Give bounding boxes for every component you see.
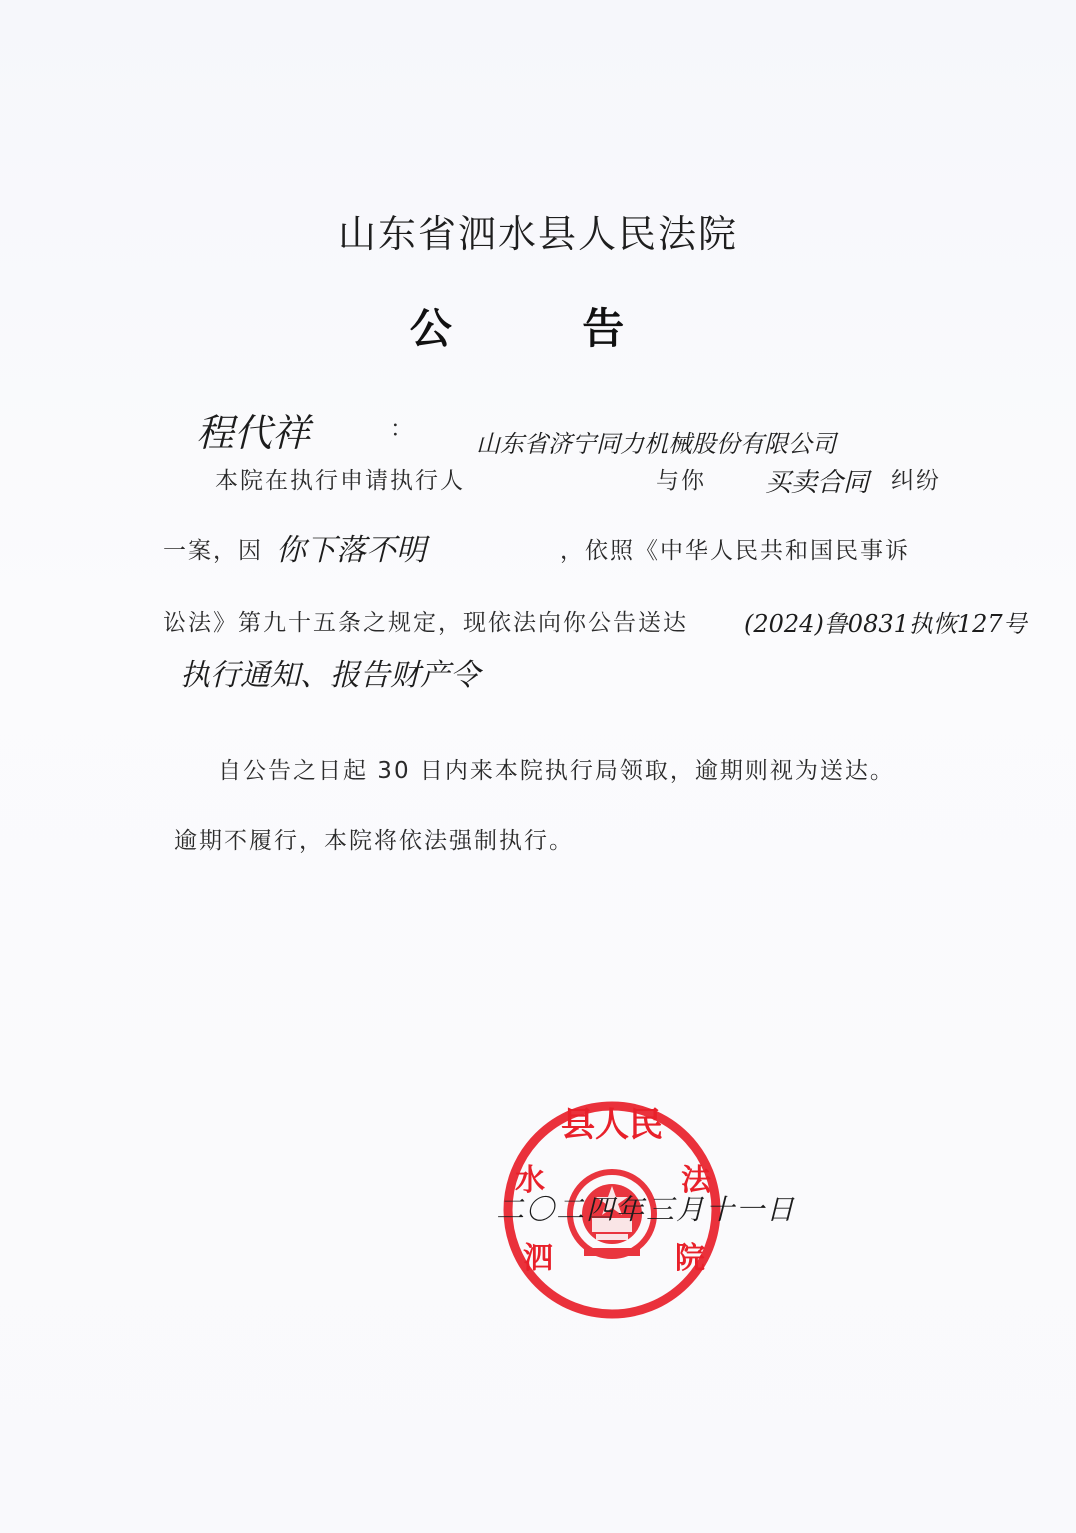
court-name: 山东省泗水县人民法院: [337, 212, 738, 256]
body-line3-prefix: 讼法》第九十五条之规定，现依法向你公告送达: [163, 610, 688, 636]
case-type: 买卖合同: [765, 468, 870, 498]
addressee-name: 程代祥: [196, 411, 311, 455]
document-title: 公 告: [409, 304, 683, 353]
seal-left-text: 水: [515, 1163, 545, 1198]
seal-top-text: 县人民: [561, 1105, 663, 1145]
body-line1-mid: 与你: [656, 468, 706, 494]
served-documents: 执行通知、报告财产令: [180, 658, 480, 693]
case-number: (2024)鲁0831执恢127号: [744, 610, 1027, 638]
addressee-colon: ：: [390, 416, 415, 442]
seal-right-text: 法: [681, 1163, 711, 1198]
applicant-name: 山东省济宁同力机械股份有限公司: [476, 430, 836, 458]
body-line6: 逾期不履行，本院将依法强制执行。: [174, 828, 574, 854]
seal-bottom-left-text: 泗: [523, 1241, 553, 1276]
reason: 你下落不明: [276, 533, 426, 568]
issue-date: 二〇二四年三月十一日: [496, 1193, 797, 1226]
body-line5: 自公告之日起 30 日内来本院执行局领取，逾期则视为送达。: [218, 758, 895, 784]
body-line1-suffix: 纠纷: [891, 468, 941, 494]
seal-bottom-right-text: 院: [675, 1241, 705, 1276]
body-line2-prefix: 一案，因: [163, 538, 263, 564]
body-line2-suffix: ，依照《中华人民共和国民事诉: [560, 538, 910, 564]
body-line1-prefix: 本院在执行申请执行人: [215, 468, 465, 494]
